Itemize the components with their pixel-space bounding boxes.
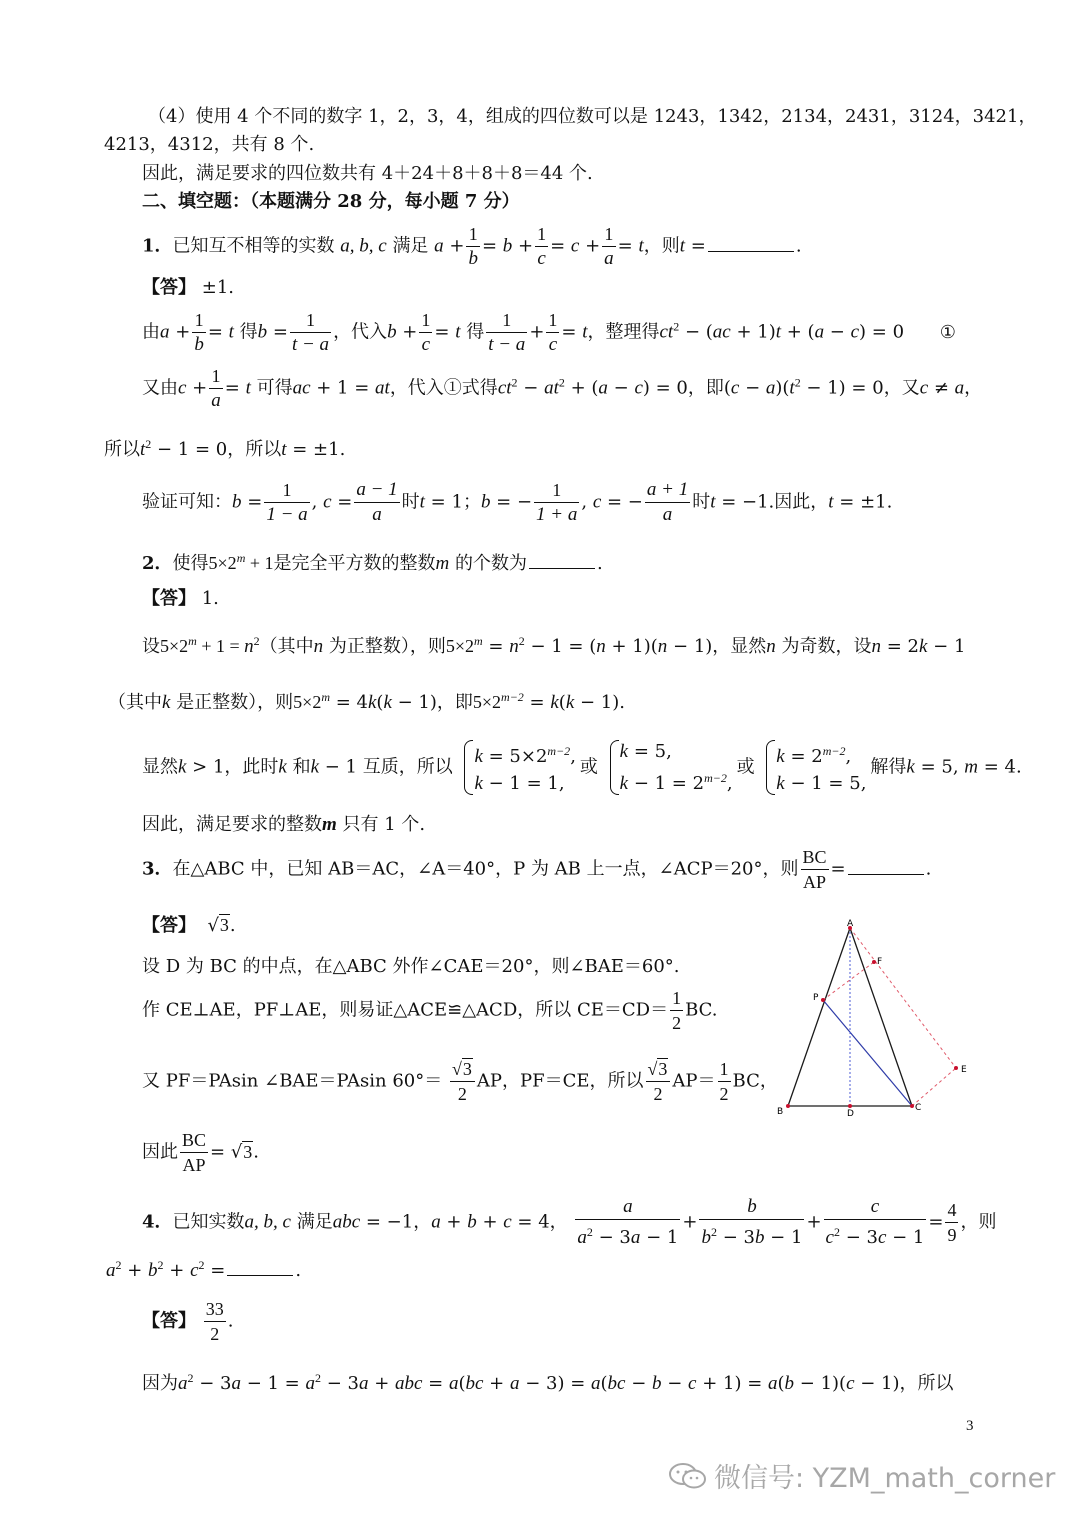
q2-solution-4: 因此，满足要求的整数m 只有 1 个. [142, 814, 426, 835]
p4-line2: 4213，4312，共有 8 个. [104, 134, 315, 155]
q4-answer: 【答】 $\frac{33}{2}$ . [142, 1299, 234, 1344]
point-f [872, 960, 876, 964]
q2-solution-1: 设$5\times 2^m + 1 = n^2$（其中n 为正整数），则$5\times 2^m = n^2 - 1 = (n + 1)(n - 1)$，显然n 为奇数，设n = 2k − 1 [142, 634, 966, 657]
q1-solution-2: 又由c + $\frac{1}{a}$ = t 可得ac + 1 = at，代入①式得$ct^2 - at^2 + (a - c) = 0$，即$(c - a)(t^2 - 1) = 0$，又c ≠ a， [142, 366, 983, 411]
label-d: D [847, 1109, 854, 1118]
point-b [786, 1104, 790, 1108]
q3-solution-1: 设 D 为 BC 的中点，在△ABC 外作∠CAE＝20°，则∠BAE＝60°. [142, 956, 680, 977]
side-ab [788, 928, 850, 1106]
label-a: A [847, 919, 854, 929]
watermark [668, 1456, 1055, 1498]
wechat-icon [668, 1461, 708, 1498]
q4-statement: 4．已知实数a, b, c 满足abc = −1，a + b + c = 4， $\frac{a}{a^2 - 3a - 1}$ + $\frac{b}{b^2 - 3b - 1}$ + $\frac{c}{c^2 - 3c - 1}$ = $\frac{4}{9}$ ，则 [142, 1196, 997, 1248]
label-e: E [961, 1065, 967, 1075]
q1-solution-4: 验证可知：b = $\frac{1}{1 - a}$ , c = $\frac{a - 1}{a}$ 时t = 1；b = − $\frac{1}{1 + a}$ , c = − $\frac{a + 1}{a}$ 时t = −1.因此，t = ±1. [142, 479, 893, 525]
page-number: 3 [966, 1418, 974, 1434]
watermark-text: 微信号: YZM_math_corner [714, 1463, 1056, 1494]
q1-answer: 【答】 ±1. [142, 277, 234, 298]
q2-answer: 【答】 1. [142, 588, 219, 609]
q4-solution-1: 因为$a^2 - 3a - 1 = a^2 - 3a$ + abc = a(bc + a − 3) = a(bc − b − c + 1) = a(b − 1)(c − 1)，所以 [142, 1371, 954, 1394]
q3-solution-4: 因此 $\frac{BC}{AP}$ = √3. [142, 1130, 260, 1175]
point-c [910, 1104, 914, 1108]
line-ce [912, 1068, 956, 1106]
point-d [848, 1104, 852, 1108]
q1-solution-3: 所以$t^2 - 1 = 0$，所以t = ±1. [104, 437, 346, 460]
point-e [954, 1066, 958, 1070]
q3-solution-3: 又 PF＝PAsin ∠BAE＝PAsin 60°＝ $\frac{√3}{2}$ AP，PF＝CE，所以 $\frac{√3}{2}$ AP＝ $\frac{1}{2}$ BC， [142, 1059, 778, 1104]
line-ae [850, 928, 956, 1068]
q1-statement: 1．已知互不相等的实数 a, b, c 满足 a + $\frac{1}{b}$ = b + $\frac{1}{c}$ = c + $\frac{1}{a}$ = t，则t = . [142, 224, 802, 269]
p4-line1: （4）使用 4 个不同的数字 1，2，3，4，组成的四位数可以是 1243，1342，2134，2431，3124，3421， [148, 106, 1037, 127]
q2-solution-3: 显然k > 1，此时k 和k − 1 互质，所以 $k = 5\times 2^{m-2}$, k − 1 = 1, 或 k = 5, $k - 1 = 2^{m-2}$, 或 $k = 2^{m-2}$, k − 1 = 5, 解得k = 5, m = 4. [142, 738, 1022, 797]
q4-ask: $a^2 + b^2 + c^2$ = . [106, 1258, 302, 1281]
label-p: P [813, 993, 819, 1003]
q3-statement: 3．在△ABC 中，已知 AB＝AC，∠A＝40°，P 为 AB 上一点，∠ACP＝20°，则 $\frac{BC}{AP}$ = . [142, 847, 932, 892]
triangle-figure [770, 918, 980, 1118]
segment-pc [823, 1000, 912, 1106]
q2-solution-2: （其中k 是正整数），则$5\times 2^m = 4k(k - 1)$，即$5\times 2^{m-2} = k(k - 1)$. [108, 690, 625, 713]
q1-solution-1: 由a + $\frac{1}{b}$ = t 得b = $\frac{1}{t - a}$ ，代入b + $\frac{1}{c}$ = t 得 $\frac{1}{t - a}$ + $\frac{1}{c}$ = t，整理得$ct^2 - (ac + 1)t + (a - c) = 0$ ① [142, 310, 956, 355]
q3-solution-2: 作 CE⊥AE，PF⊥AE，则易证△ACE≌△ACD，所以 CE＝CD＝ $\frac{1}{2}$ BC. [142, 988, 718, 1033]
side-ac [850, 928, 912, 1106]
section-heading: 二、填空题：（本题满分 28 分，每小题 7 分） [142, 191, 520, 212]
label-b: B [777, 1107, 784, 1117]
point-p [821, 998, 825, 1002]
label-c: C [915, 1103, 922, 1113]
label-f: F [877, 957, 883, 967]
total-line: 因此，满足要求的四位数共有 4＋24＋8＋8＋8＝44 个. [142, 163, 593, 184]
q3-answer: 【答】 √3. [142, 915, 236, 936]
line-pf [823, 962, 874, 1000]
q2-statement: 2．使得$5\times 2^m + 1$是完全平方数的整数m 的个数为 . [142, 551, 603, 574]
